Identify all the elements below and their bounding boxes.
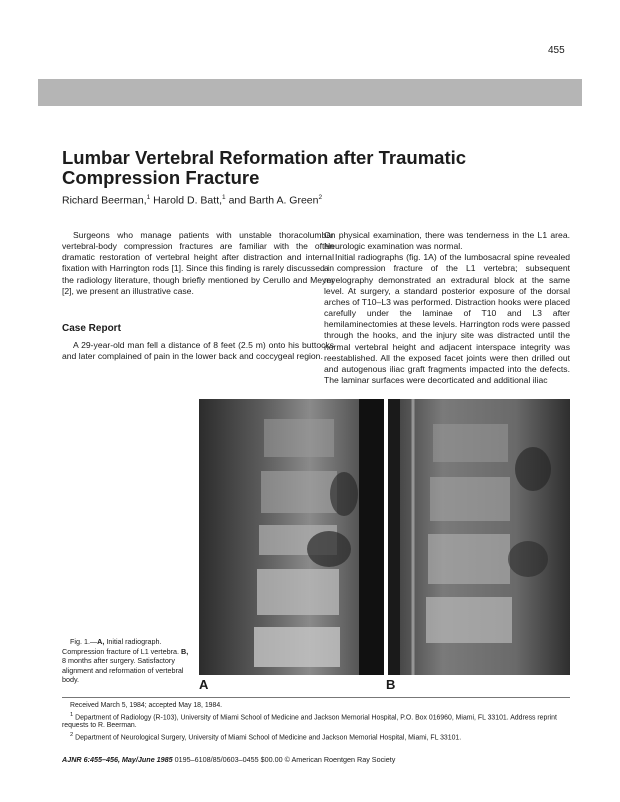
affiliation-mark: 1 — [146, 194, 151, 201]
intro-column — [62, 230, 334, 297]
radiograph-a-drawing — [199, 399, 384, 675]
footer-rest: 0195–6108/85/0603–0455 $00.00 © American Roentgen Ray Society — [172, 755, 396, 764]
case-report-paragraph: A 29-year-old man fell a distance of 8 feet (2.5 m) onto his buttocks and later complained of pain in the lower back and coccygeal region. — [62, 340, 334, 362]
affiliation-mark: 2 — [318, 194, 323, 201]
caption-a-label: A, — [97, 637, 105, 646]
panel-b-label: B — [386, 677, 396, 692]
footnote-2-mark: 2 — [70, 732, 74, 739]
journal-footer — [62, 755, 395, 764]
caption-b-label: B, — [181, 646, 189, 656]
right-column — [324, 230, 570, 386]
radiograph-paragraph: Initial radiographs (fig. 1A) of the lumbosacral spine revealed a compression fracture of the L1 vertebra; subsequent myelography demonstrated an extradural block at the same level. At surgery, a standard posterior exposure of the dorsal arches of T10–L3 was performed. Distraction hooks were placed carefully under the laminae of T10 and L3 after hemilaminectomies at these levels. Harrington rods were passed through the hooks, and the injury site was distracted until the normal vertebral height and adjacent interspace integrity was reestablished. All the exposed facet joints were then drilled out and autogenous iliac graft fragments impacted into the defects. The laminar surfaces were decorticated and additional iliac — [324, 252, 570, 386]
radiograph-b-drawing — [388, 399, 570, 675]
footnote-2 — [62, 731, 572, 743]
header-band — [38, 79, 582, 106]
article-title: Lumbar Vertebral Reformation after Traumatic Compression Fracture — [62, 147, 467, 188]
case-report-heading: Case Report — [62, 323, 121, 334]
author-name: Richard Beerman, — [62, 194, 147, 207]
footnotes — [62, 702, 572, 743]
radiograph-b-image — [388, 399, 570, 675]
caption-label: Fig. 1.— — [70, 637, 98, 646]
received-note: Received March 5, 1984; accepted May 18, 1984. — [70, 702, 223, 709]
footnote-2-text: Department of Neurological Surgery, University of Miami School of Medicine and Jackson Memorial Hospital, Miami, FL 33101. — [73, 734, 462, 742]
intro-paragraph: Surgeons who manage patients with unstable thoracolumbar vertebral-body compression fractures are familiar with the often dramatic restoration of vertebral height after distraction and internal fixation with Harrington rods [1]. Since this finding is rarely discussed in the radiology literature, though briefly mentioned by Cerullo and Meyer [2], we present an illustrative case. — [62, 230, 334, 296]
figure-caption — [62, 637, 190, 685]
footnote-divider — [62, 697, 570, 698]
case-report-column — [62, 340, 334, 362]
author-name: and Barth A. Green — [225, 194, 319, 207]
page-number: 455 — [548, 45, 565, 56]
footnote-1-text: Department of Radiology (R-103), University of Miami School of Medicine and Jackson Memorial Hospital, P.O. Box 016960, Miami, FL 33101. Address reprint requests to R. Beerman. — [62, 713, 557, 730]
author-name: Harold D. Batt, — [150, 194, 223, 207]
caption-a-text: Initial radiograph. Compression fracture of L1 vertebra. — [62, 637, 182, 656]
exam-paragraph: On physical examination, there was tenderness in the L1 area. Neurologic examination was normal. — [324, 230, 570, 252]
radiograph-a-image — [199, 399, 384, 675]
footnote-1-mark: 1 — [70, 711, 74, 718]
caption-text — [62, 637, 190, 685]
affiliation-mark: 1 — [222, 194, 226, 201]
journal-citation: AJNR 6:455–456, May/June 1985 — [62, 755, 173, 764]
author-list — [62, 194, 322, 207]
caption-b-text: 8 months after surgery. Satisfactory alignment and reformation of vertebral body. — [62, 656, 184, 685]
panel-a-label: A — [199, 677, 209, 692]
footnote-1 — [62, 711, 572, 731]
